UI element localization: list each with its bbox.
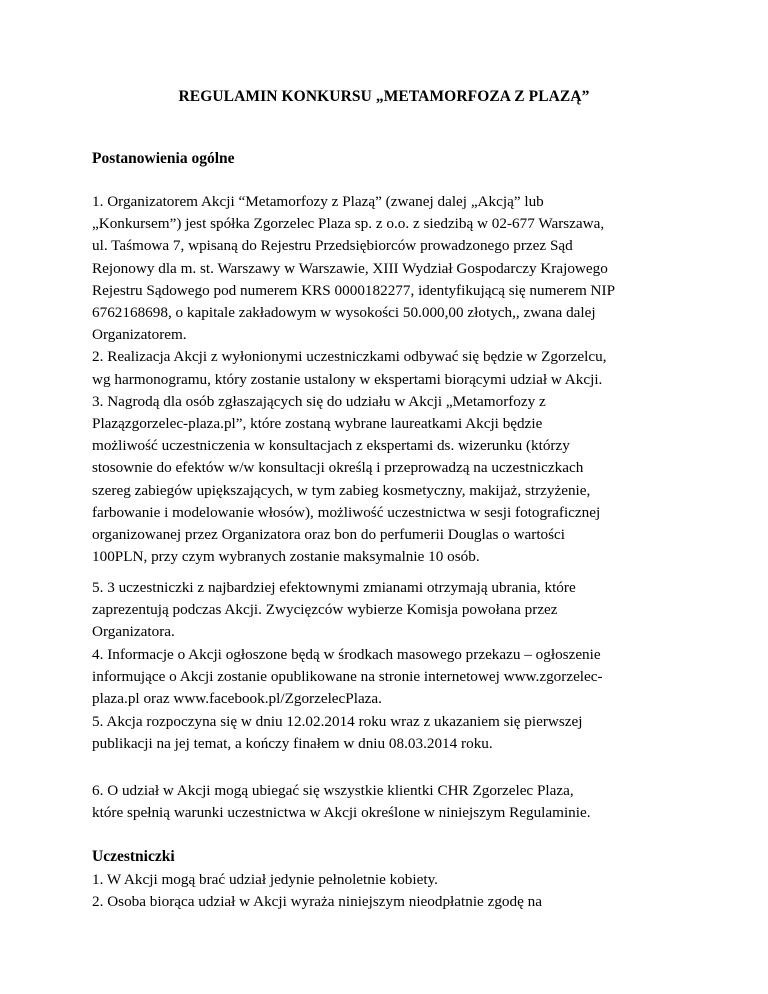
- text-line: zaprezentują podczas Akcji. Zwycięzców wybierze Komisja powołana przez: [92, 601, 558, 619]
- text-line: 1. W Akcji mogą brać udział jedynie pełnoletnie kobiety.: [92, 871, 438, 888]
- text-line: farbowanie i modelowanie włosów), możliwość uczestnictwa w sesji fotograficznej: [92, 503, 601, 521]
- paragraph-prizes-and-info: [92, 577, 676, 710]
- paragraph-organizer: [92, 191, 676, 568]
- text-line: organizowanej przez Organizatora oraz bon do perfumerii Douglas o wartości: [92, 526, 566, 544]
- text-line: Organizatorem.: [92, 326, 187, 344]
- text-line: stosownie do efektów w/w konsultacji określą i przeprowadzą na uczestniczkach: [92, 459, 584, 477]
- text-line: wg harmonogramu, który zostanie ustalony w ekspertami biorącymi udział w Akcji.: [92, 370, 603, 388]
- paragraph-start-date: [92, 711, 676, 755]
- document-title: REGULAMIN KONKURSU „METAMORFOZA Z PLAZĄ”: [178, 88, 590, 105]
- text-line: 6762168698, o kapitale zakładowym w wysokości 50.000,00 złotych,, zwana dalej: [92, 304, 596, 322]
- text-line: 6. O udział w Akcji mogą ubiegać się wszystkie klientki CHR Zgorzelec Plaza,: [92, 782, 574, 799]
- text-line: możliwość uczestniczenia w konsultacjach z ekspertami ds. wizerunku (którzy: [92, 437, 570, 455]
- text-line: które spełnią warunki uczestnictwa w Akcji określone w niniejszym Regulaminie.: [92, 804, 591, 822]
- section-heading-general: Postanowienia ogólne: [92, 150, 235, 167]
- text-line: 100PLN, przy czym wybranych zostanie maksymalnie 10 osób.: [92, 548, 480, 566]
- text-line: 5. Akcja rozpoczyna się w dniu 12.02.2014 roku wraz z ukazaniem się pierwszej: [92, 713, 583, 730]
- text-line: 3. Nagrodą dla osób zgłaszających się do udziału w Akcji „Metamorfozy z: [92, 392, 546, 410]
- text-line: szereg zabiegów upiększających, w tym zabieg kosmetyczny, makijaż, strzyżenie,: [92, 481, 591, 499]
- text-line: ul. Taśmowa 7, wpisaną do Rejestru Przedsiębiorców prowadzonego przez Sąd: [92, 237, 573, 255]
- paragraph-participants: [92, 869, 676, 913]
- paragraph-eligibility: [92, 780, 676, 824]
- text-line: 4. Informacje o Akcji ogłoszone będą w środkach masowego przekazu – ogłoszenie: [92, 645, 601, 663]
- text-line: Rejonowy dla m. st. Warszawy w Warszawie, XIII Wydział Gospodarczy Krajowego: [92, 259, 608, 277]
- text-line: Plazązgorzelec-plaza.pl”, które zostaną wybrane laureatkami Akcji będzie: [92, 415, 543, 433]
- text-line: 2. Realizacja Akcji z wyłonionymi uczestniczkami odbywać się będzie w Zgorzelcu,: [92, 348, 607, 366]
- text-line: Rejestru Sądowego pod numerem KRS 0000182277, identyfikującą się numerem NIP: [92, 281, 616, 299]
- text-line: 5. 3 uczestniczki z najbardziej efektownymi zmianami otrzymają ubrania, które: [92, 579, 576, 596]
- text-line: publikacji na jej temat, a kończy finałem w dniu 08.03.2014 roku.: [92, 735, 493, 753]
- text-line: 2. Osoba biorąca udział w Akcji wyraża niniejszym nieodpłatnie zgodę na: [92, 893, 542, 911]
- text-line: informujące o Akcji zostanie opublikowane na stronie internetowej www.zgorzelec-: [92, 667, 603, 685]
- text-line: plaza.pl oraz www.facebook.pl/ZgorzelecPlaza.: [92, 690, 382, 708]
- section-heading-participants: Uczestniczki: [92, 848, 175, 865]
- text-line: „Konkursem”) jest spółka Zgorzelec Plaza sp. z o.o. z siedzibą w 02-677 Warszawa,: [92, 215, 605, 233]
- text-line: Organizatora.: [92, 623, 175, 641]
- text-line: 1. Organizatorem Akcji “Metamorfozy z Plazą” (zwanej dalej „Akcją” lub: [92, 193, 544, 210]
